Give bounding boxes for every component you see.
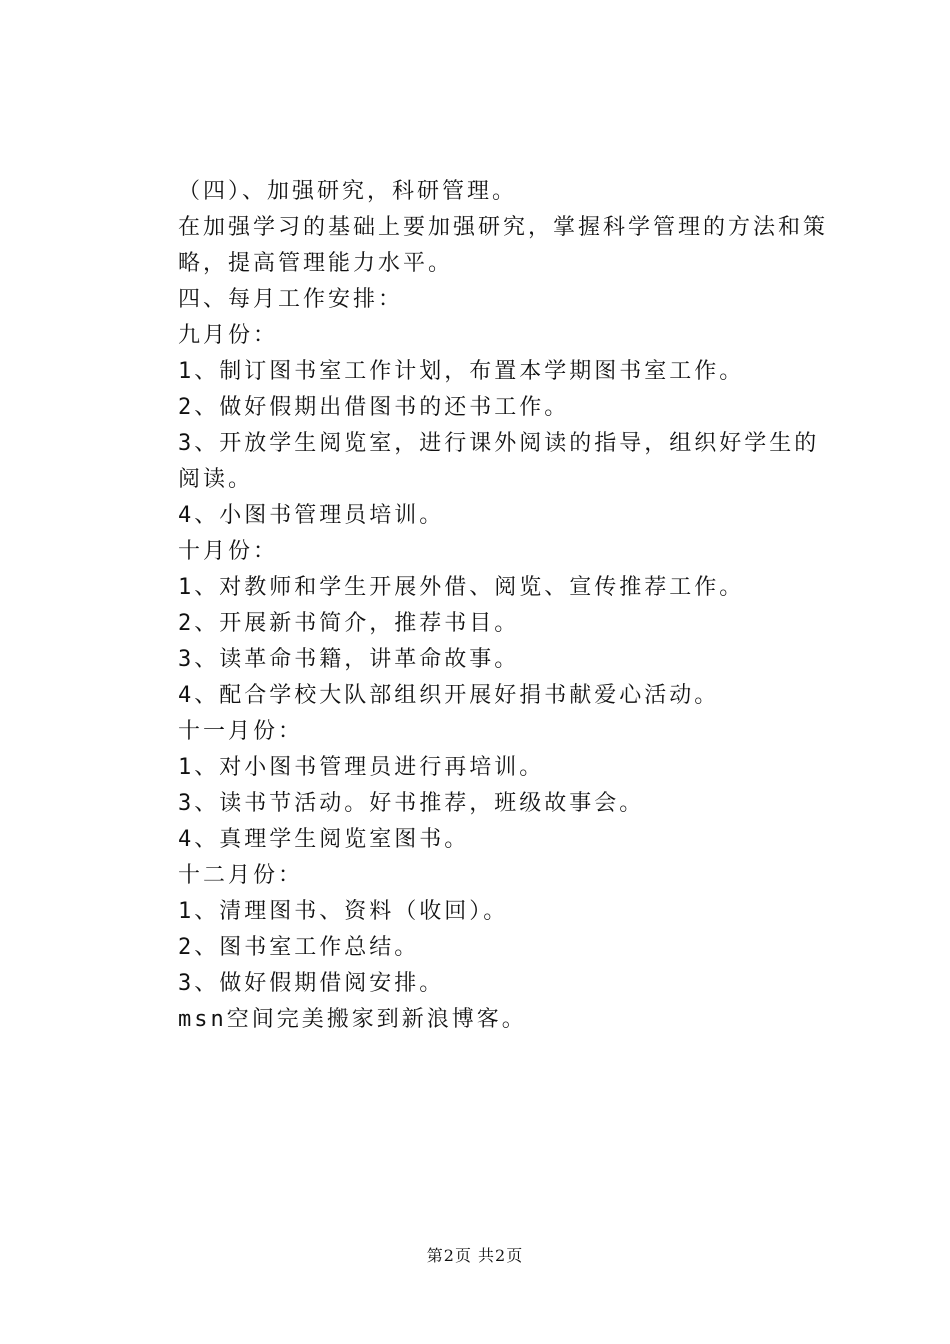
- page-number-footer: 第2页 共2页: [426, 1246, 524, 1265]
- document-body: [130, 174, 835, 1038]
- closing-note: msn空间完美搬家到新浪博客。: [178, 1007, 527, 1032]
- section-heading-research: （四）、加强研究，科研管理。: [178, 179, 518, 204]
- list-item: 4、小图书管理员培训。: [178, 503, 445, 528]
- list-item: 2、图书室工作总结。: [178, 935, 420, 960]
- list-item: 4、配合学校大队部组织开展好捐书献爱心活动。: [178, 683, 720, 708]
- month-heading-november: 十一月份：: [178, 719, 304, 744]
- paragraph-research: 在加强学习的基础上要加强研究，掌握科学管理的方法和策略，提高管理能力水平。: [178, 215, 829, 276]
- list-item: 2、做好假期出借图书的还书工作。: [178, 395, 570, 420]
- list-item: 1、对小图书管理员进行再培训。: [178, 755, 545, 780]
- list-item: 3、读革命书籍，讲革命故事。: [178, 647, 520, 672]
- list-item: 1、清理图书、资料（收回）。: [178, 899, 509, 924]
- list-item: 3、开放学生阅览室，进行课外阅读的指导，组织好学生的阅读。: [178, 431, 820, 492]
- list-item: 2、开展新书简介，推荐书目。: [178, 611, 520, 636]
- month-heading-october: 十月份：: [178, 539, 279, 564]
- list-item: 1、对教师和学生开展外借、阅览、宣传推荐工作。: [178, 575, 745, 600]
- month-heading-december: 十二月份：: [178, 863, 304, 888]
- list-item: 3、读书节活动。好书推荐，班级故事会。: [178, 791, 645, 816]
- month-heading-september: 九月份：: [178, 323, 279, 348]
- list-item: 4、真理学生阅览室图书。: [178, 827, 470, 852]
- list-item: 3、做好假期借阅安排。: [178, 971, 445, 996]
- list-item: 1、制订图书室工作计划，布置本学期图书室工作。: [178, 359, 745, 384]
- section-heading-monthly-plan: 四、每月工作安排：: [178, 287, 404, 312]
